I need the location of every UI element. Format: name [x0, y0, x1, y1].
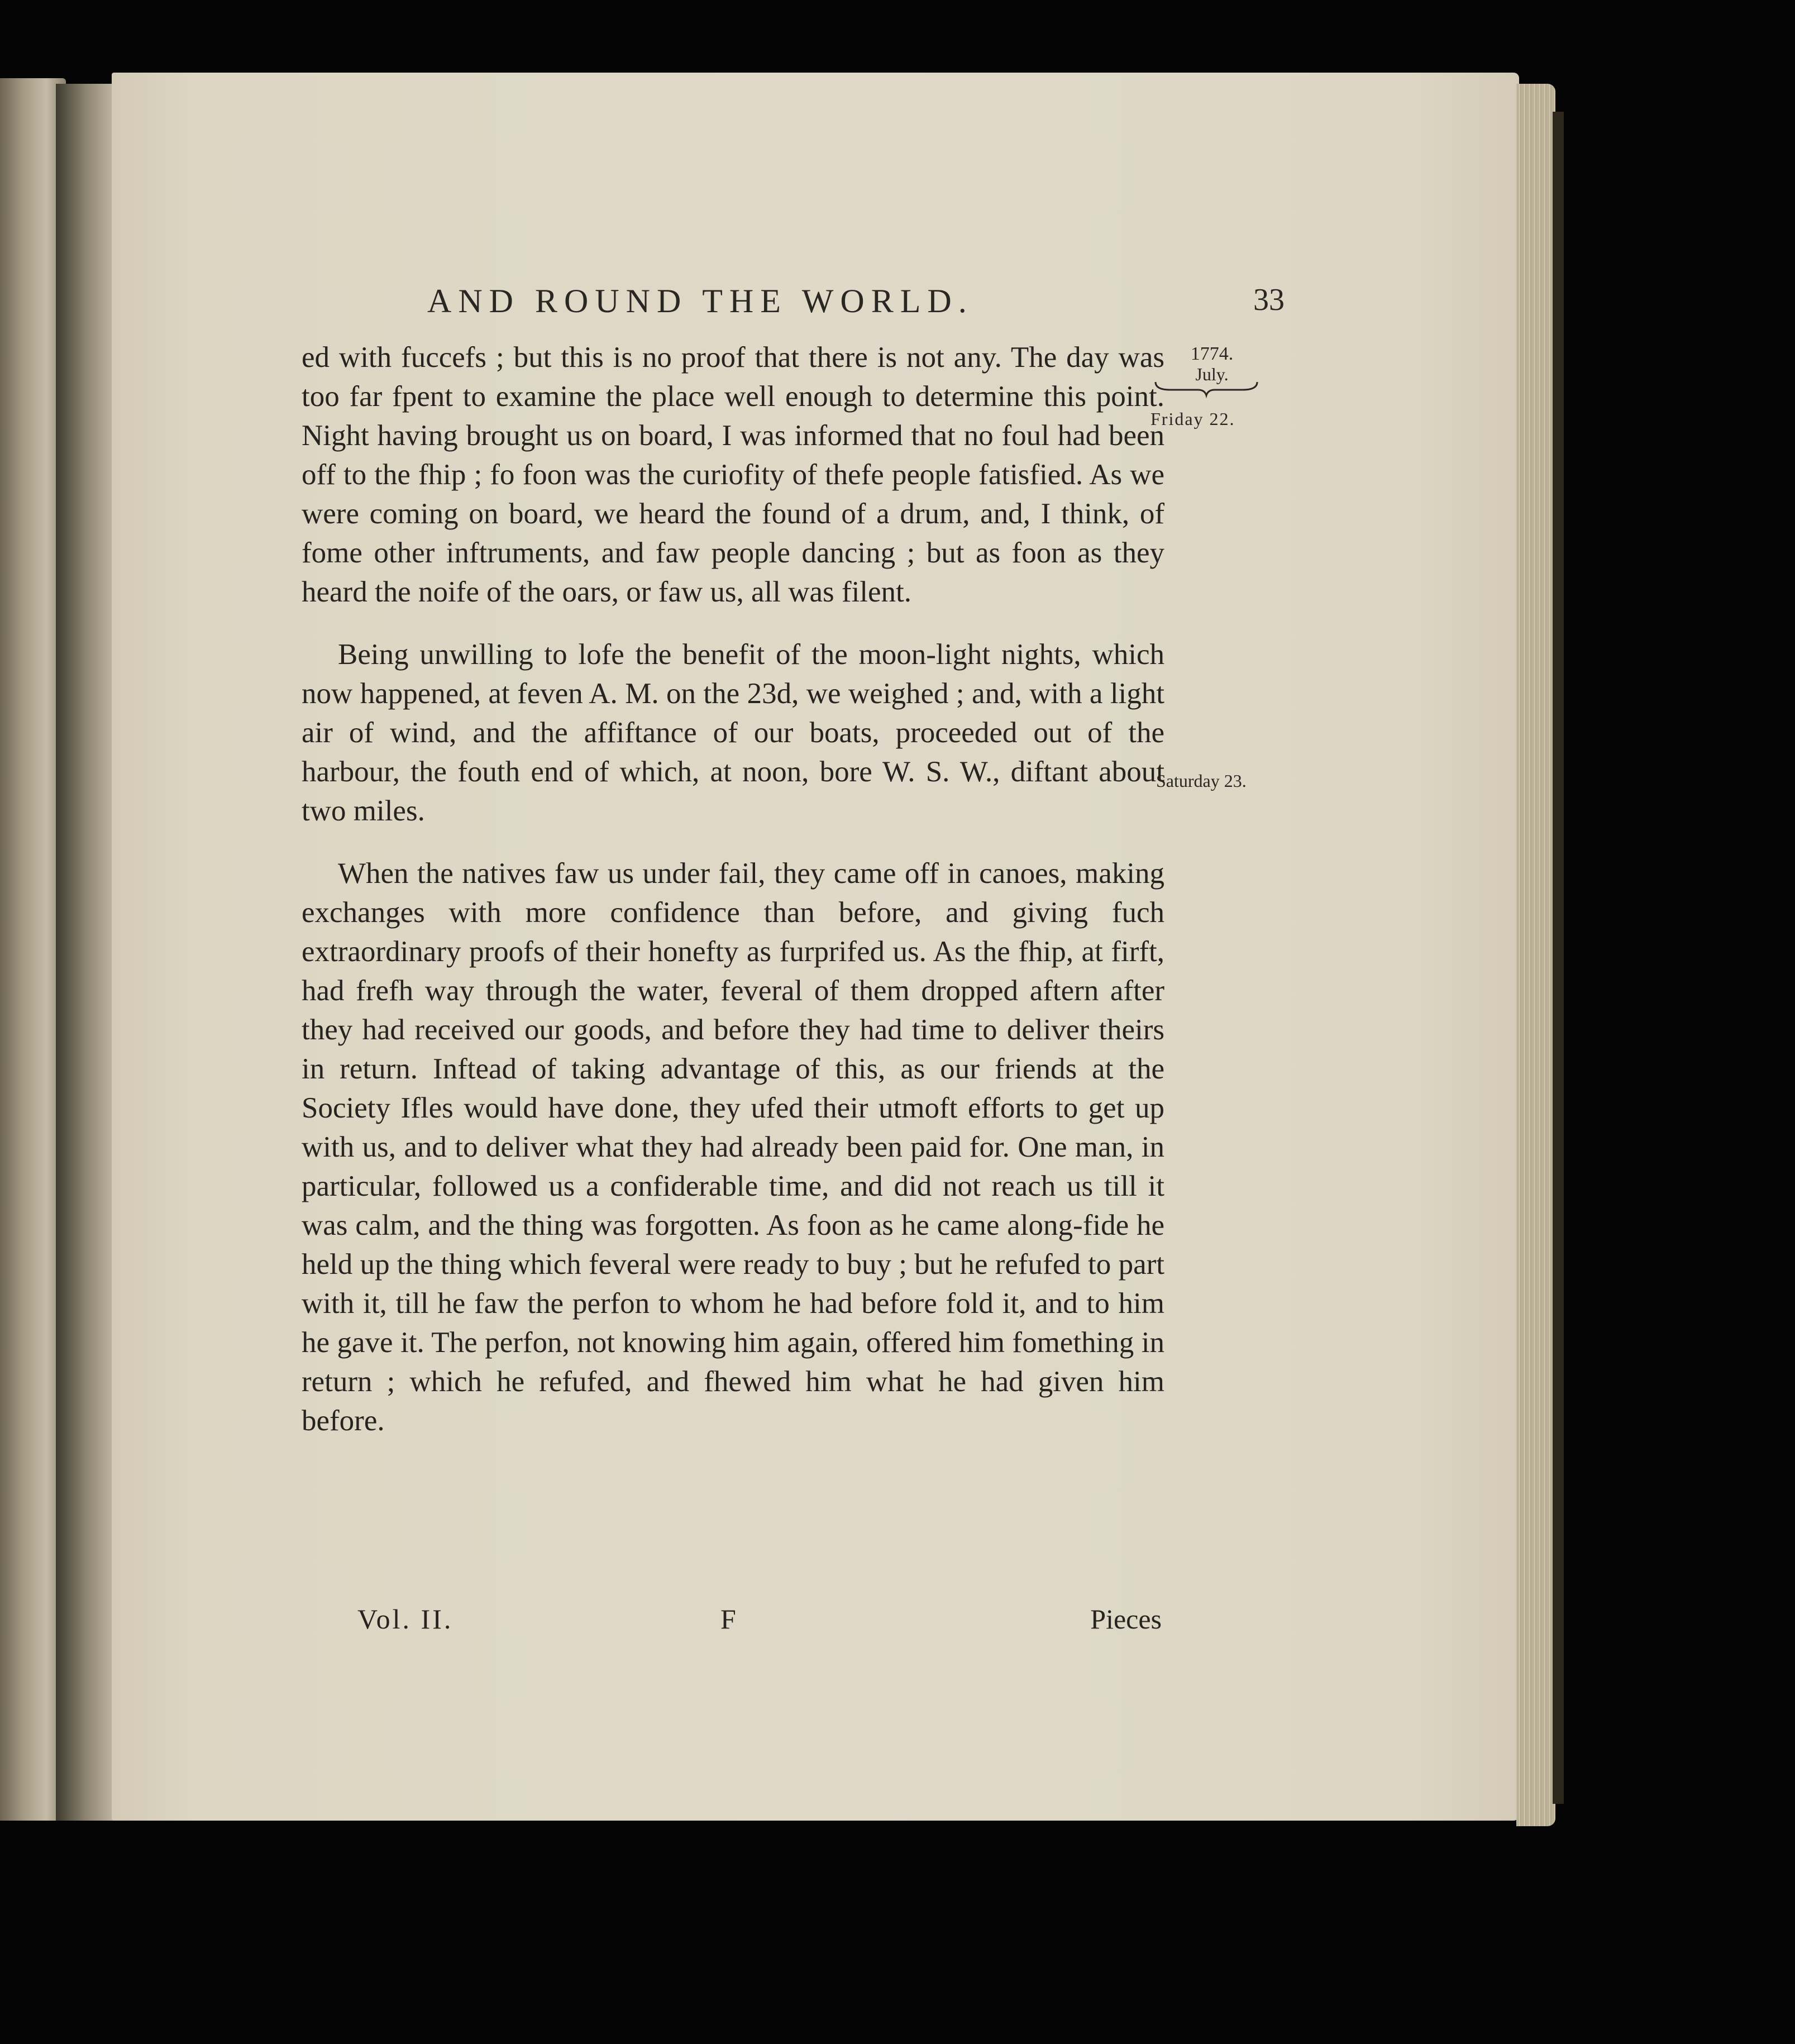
paragraph-3: When the natives faw us under fail, they came off in canoes, making exchanges with more confidence than before, and giving fuch extraordinary proofs of their honefty as furprifed us. As the fhip, at firft, had frefh way through the water, feveral of them dropped aftern after they had received our goods, and before they had time to deliver theirs in return. Inftead of taking advantage of this, as our friends at the Society Ifles would have done, they ufed their utmoft efforts to get up with us, and to deliver what they had already been paid for. One man, in particular, followed us a confiderable time, and did not reach us till it was calm, and the thing was forgotten. As foon as he came along-fide he held up the thing which feveral were ready to buy ; but he refufed to part with it, till he faw the perfon to whom he had before fold it, and to him he gave it. The perfon, not knowing him again, offered him fomething in return ; which he refufed, and fhewed him what he had given him before.	[302, 857, 1164, 1437]
page-number: 33	[1253, 283, 1285, 317]
margin-month: July.	[1195, 364, 1229, 384]
page-edges	[1516, 84, 1555, 1826]
cover-edge	[1553, 112, 1564, 1804]
paragraph-1: ed with fuccefs ; but this is no proof that there is not any. The day was too far fpent to examine the place well enough to determine this point. Night having brought us on board, I was informed that no foul had been off to the fhip ; fo foon was the curiofity of thefe people fatisfied. As we were coming on board, we heard the found of a drum, and, I think, of fome other inftruments, and faw people dancing ; but as foon as they heard the noife of the oars, or faw us, all was filent.	[302, 341, 1164, 608]
margin-year: 1774.	[1190, 343, 1234, 364]
margin-date-saturday: Saturday 23.	[1156, 771, 1247, 791]
margin-brace-icon	[1153, 378, 1259, 400]
page-header	[427, 282, 1285, 321]
paragraph-2: Being unwilling to lofe the benefit of the moon-light nights, which now happened, at feven A. M. on the 23d, we weighed ; and, with a light air of wind, and the affiftance of our boats, proceeded out of the harbour, the fouth end of which, at noon, bore W. S. W., diftant about two miles.	[302, 638, 1164, 827]
page-footer	[357, 1603, 1162, 1642]
running-head: AND ROUND THE WORLD.	[427, 283, 973, 319]
margin-date-friday: Friday 22.	[1150, 409, 1235, 429]
signature-mark: F	[720, 1603, 736, 1635]
body-text	[302, 338, 1164, 1464]
volume-label: Vol. II.	[357, 1603, 453, 1635]
catchword: Pieces	[1090, 1603, 1162, 1635]
